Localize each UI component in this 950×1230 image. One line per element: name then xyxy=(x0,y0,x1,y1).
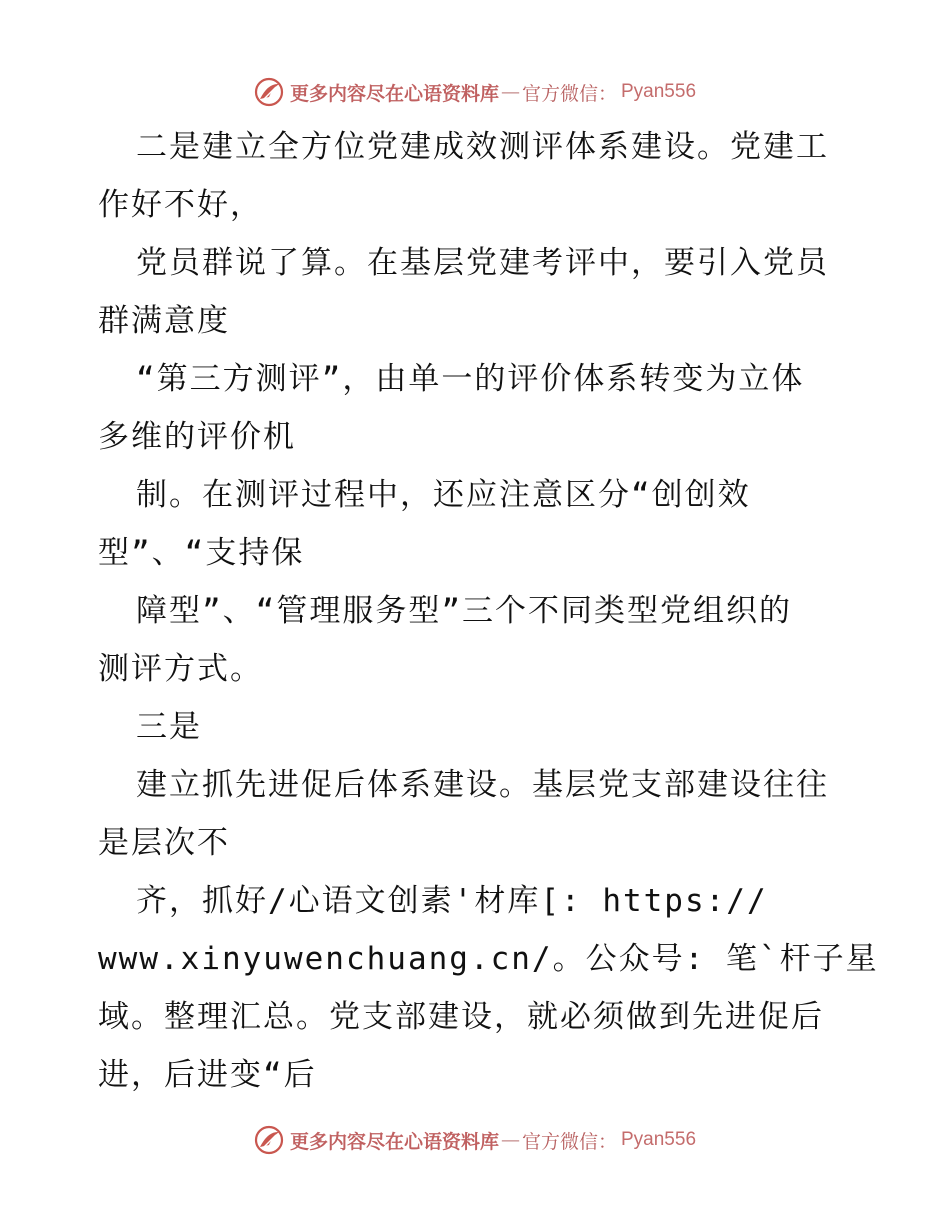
banner-wechat-id: Pyan556 xyxy=(621,81,697,102)
footer-banner xyxy=(0,1120,950,1160)
body-line: www.xinyuwenchuang.cn/。公众号: 笔`杆子星 xyxy=(98,941,879,977)
banner-wechat-id: Pyan556 xyxy=(621,1129,697,1150)
brand-logo-icon xyxy=(254,77,284,107)
body-line: 齐，抓好/心语文创素'材库[: https:// xyxy=(136,883,768,919)
brand-logo-icon xyxy=(254,1125,284,1155)
body-line: 测评方式。 xyxy=(98,651,263,687)
body-line: 二是建立全方位党建成效测评体系建设。党建工 xyxy=(136,129,829,165)
banner-wechat-label: 官方微信： xyxy=(521,82,617,105)
header-banner xyxy=(0,72,950,112)
body-line: 进，后进变“后 xyxy=(98,1057,317,1093)
banner-main-text: 更多内容尽在心语资料库 xyxy=(289,1130,499,1153)
body-line: 是层次不 xyxy=(98,825,230,861)
body-line: 建立抓先进促后体系建设。基层党支部建设往往 xyxy=(136,767,829,803)
banner-separator: — xyxy=(500,1129,520,1151)
body-line: 三是 xyxy=(136,709,202,745)
body-line: 多维的评价机 xyxy=(98,419,296,455)
banner-wechat-label: 官方微信： xyxy=(521,1130,617,1153)
body-line: 群满意度 xyxy=(98,303,230,339)
banner-separator: — xyxy=(500,81,520,103)
body-line: 型”、“支持保 xyxy=(98,535,305,571)
body-line: 制。在测评过程中，还应注意区分“创创效 xyxy=(136,477,751,513)
body-line: 作好不好， xyxy=(98,187,263,223)
document-body xyxy=(98,118,879,1104)
body-line: 域。整理汇总。党支部建设，就必须做到先进促后 xyxy=(98,999,824,1035)
body-line: 障型”、“管理服务型”三个不同类型党组织的 xyxy=(136,593,792,629)
banner-main-text: 更多内容尽在心语资料库 xyxy=(289,82,499,105)
body-line: “第三方测评”，由单一的评价体系转变为立体 xyxy=(136,361,805,397)
body-line: 党员群说了算。在基层党建考评中，要引入党员 xyxy=(136,245,829,281)
